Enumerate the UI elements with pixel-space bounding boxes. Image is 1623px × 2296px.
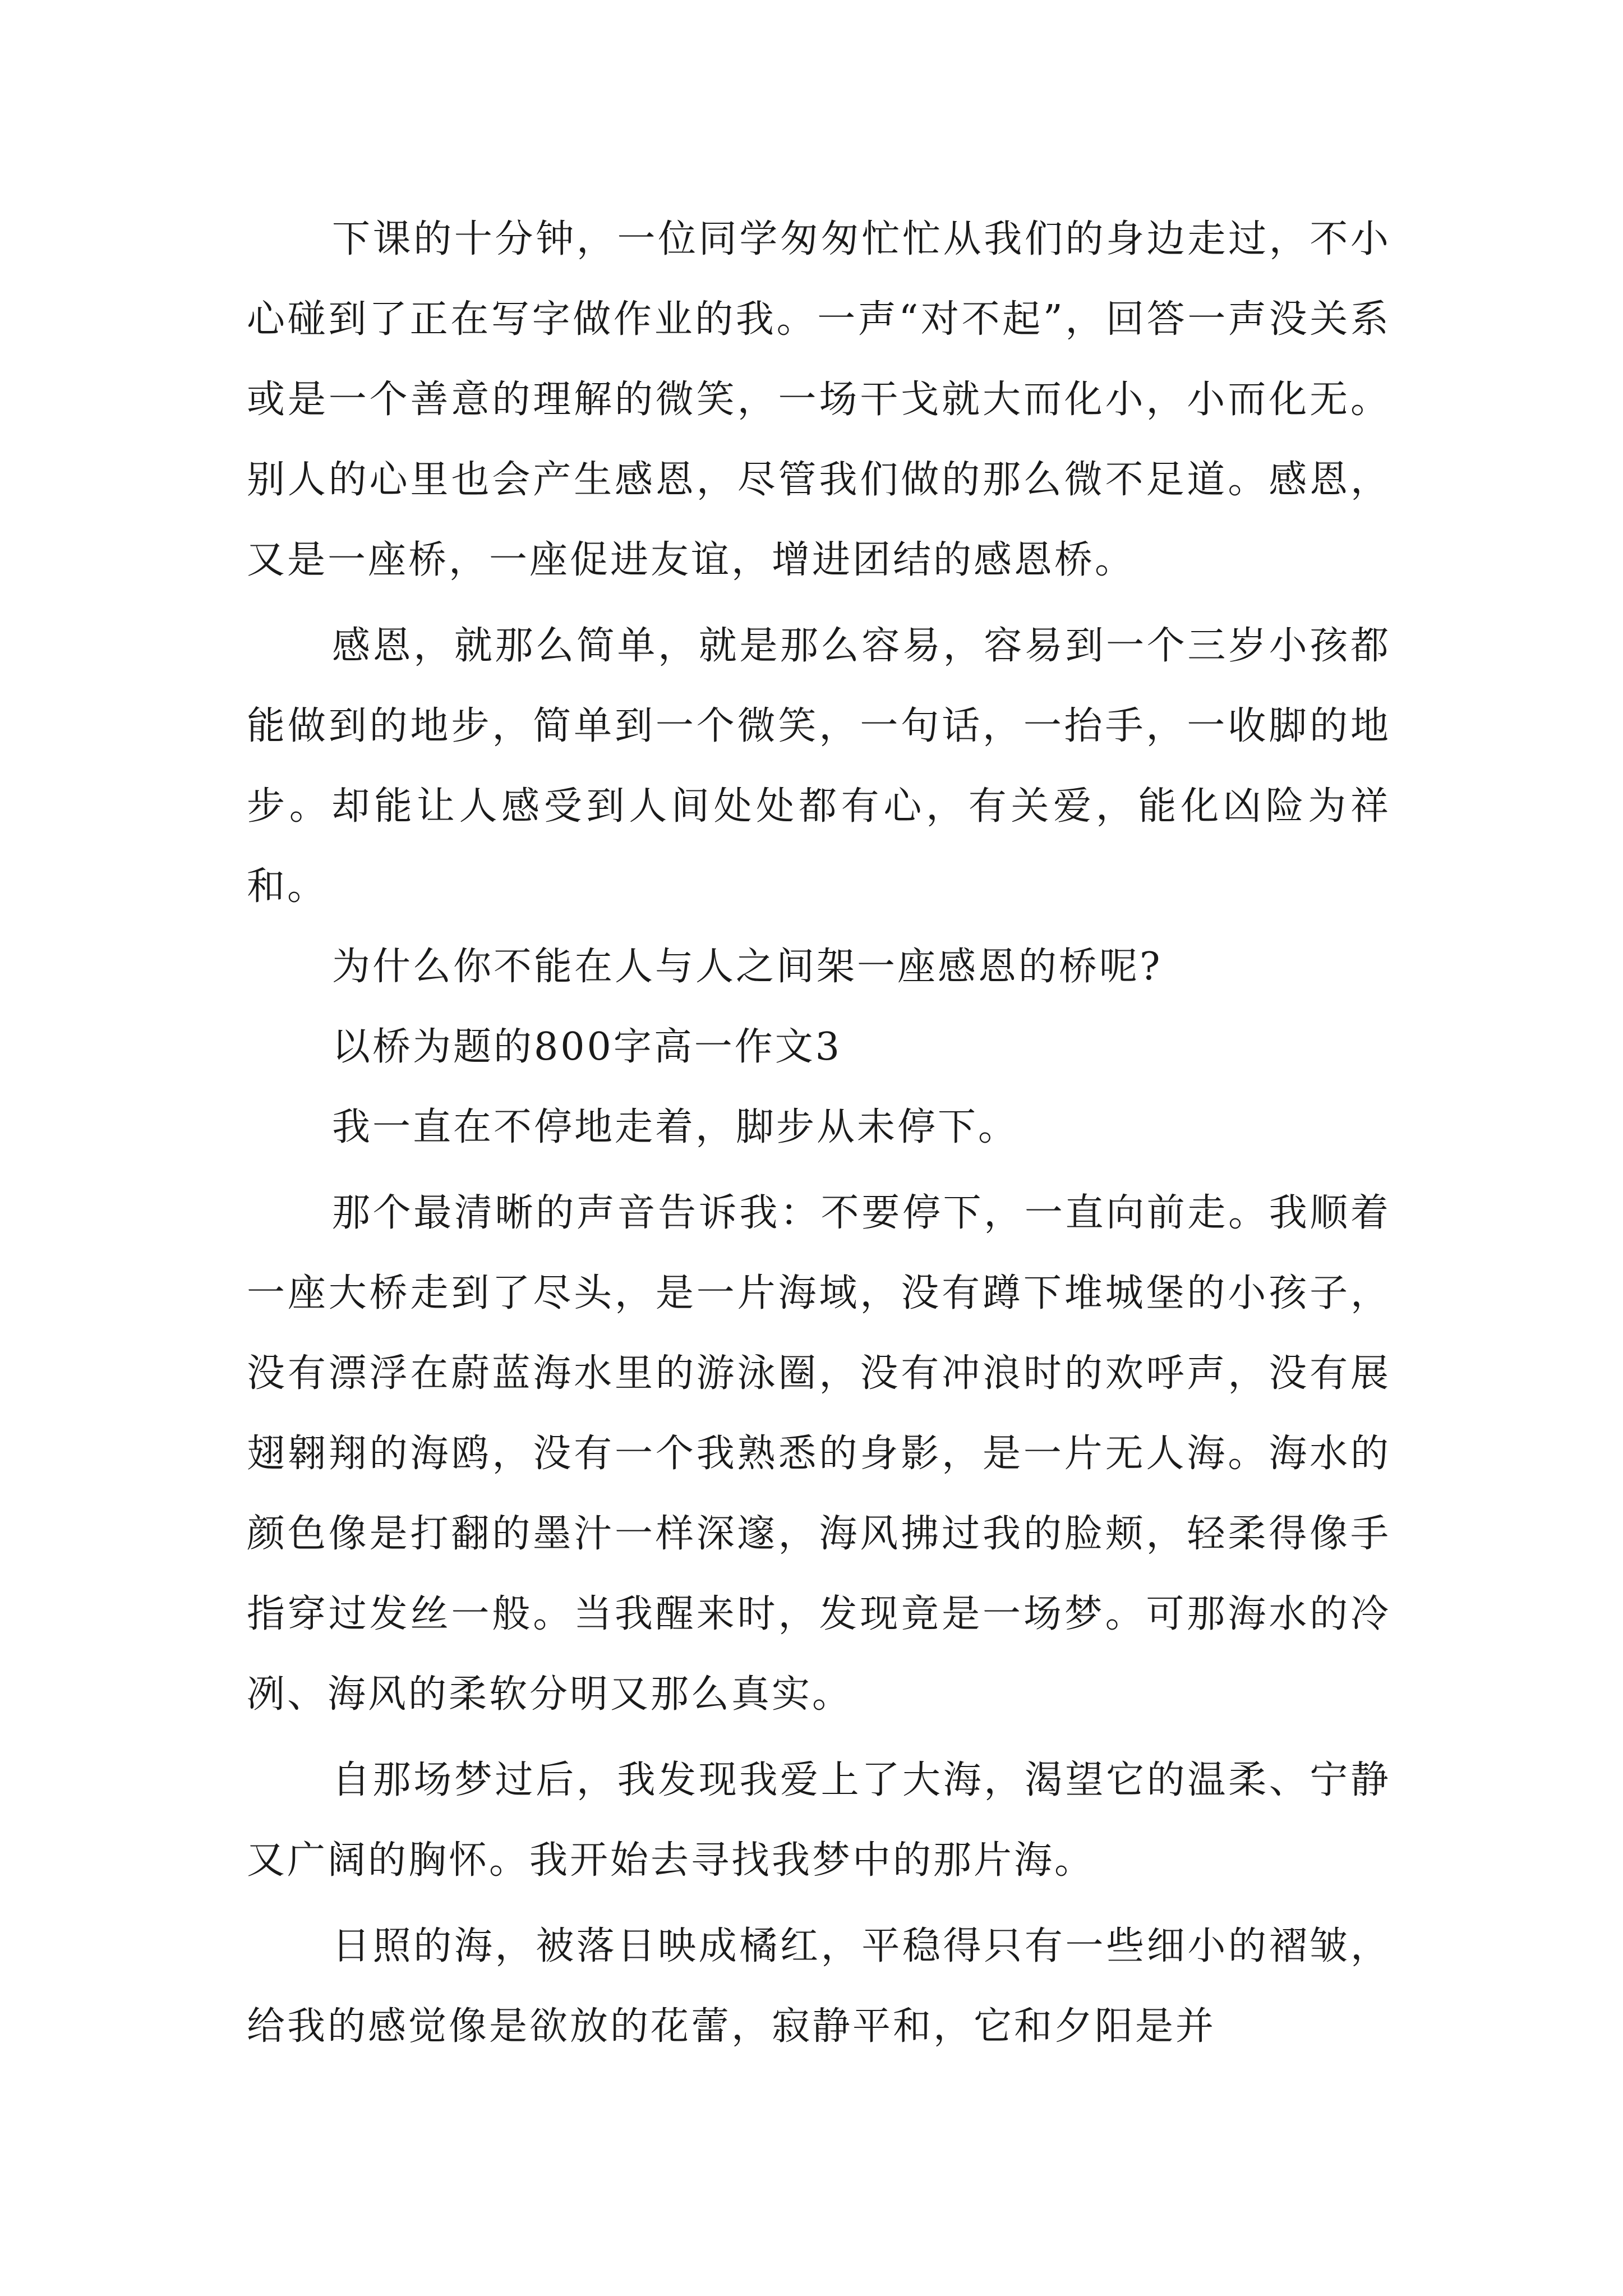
essay-heading: 以桥为题的800字高一作文3 [332, 1025, 842, 1069]
paragraph-7: 日照的海，被落日映成橘红，平稳得只有一些细小的褶皱，给我的感觉像是欲放的花蕾，寂静平和，它和夕阳是并 [247, 1924, 1391, 2049]
paragraph-6: 自那场梦过后，我发现我爱上了大海，渴望它的温柔、宁静又广阔的胸怀。我开始去寻找我梦中的那片海。 [247, 1758, 1391, 1883]
paragraph-1: 下课的十分钟，一位同学匆匆忙忙从我们的身边走过，不小心碰到了正在写字做作业的我。一声“对不起”，回答一声没关系或是一个善意的理解的微笑，一场干戈就大而化小，小而化无。别人的心里也会产生感恩，尽管我们做的那么微不足道。感恩，又是一座桥，一座促进友谊，增进团结的感恩桥。 [247, 217, 1391, 582]
paragraph-2: 感恩，就那么简单，就是那么容易，容易到一个三岁小孩都能做到的地步，简单到一个微笑，一句话，一抬手，一收脚的地步。却能让人感受到人间处处都有心，有关爱，能化凶险为祥和。 [247, 624, 1391, 909]
paragraph-4: 我一直在不停地走着，脚步从未停下。 [332, 1105, 1019, 1149]
paragraph-3: 为什么你不能在人与人之间架一座感恩的桥呢? [332, 945, 1163, 989]
essay-body [247, 199, 1391, 2067]
paragraph-5: 那个最清晰的声音告诉我：不要停下，一直向前走。我顺着一座大桥走到了尽头，是一片海域，没有蹲下堆城堡的小孩子，没有漂浮在蔚蓝海水里的游泳圈，没有冲浪时的欢呼声，没有展翅翱翔的海鸥，没有一个我熟悉的身影，是一片无人海。海水的颜色像是打翻的墨汁一样深邃，海风拂过我的脸颊，轻柔得像手指穿过发丝一般。当我醒来时，发现竟是一场梦。可那海水的冷冽、海风的柔软分明又那么真实。 [247, 1191, 1391, 1717]
